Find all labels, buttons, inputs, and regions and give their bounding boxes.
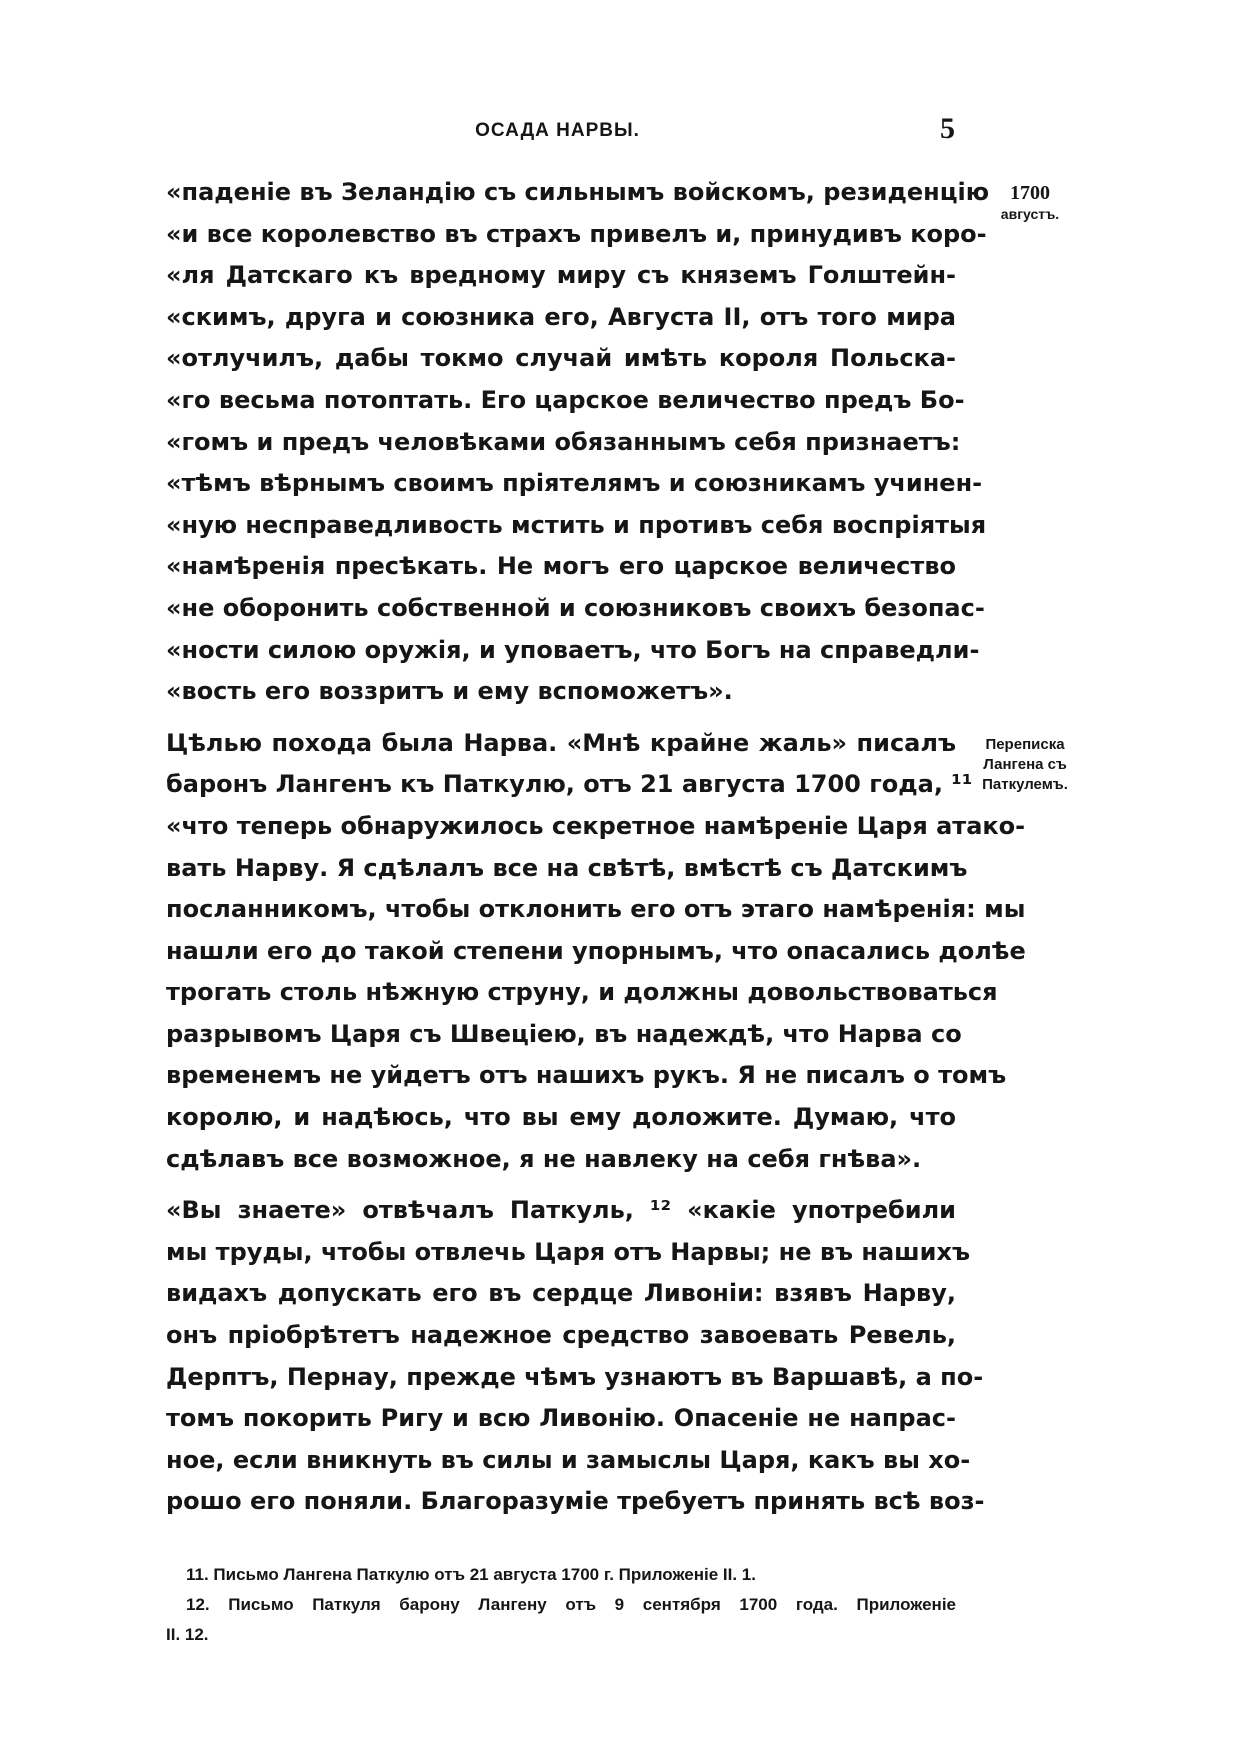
- text-line: Дерптъ, Пернау, прежде чѣмъ узнаютъ въ Варшавѣ, а по-: [166, 1362, 984, 1391]
- text-line: «паденіе въ Зеландію съ сильнымъ войскомъ, резиденцію: [166, 178, 990, 206]
- text-line: Цѣлью похода была Нарва. «Мнѣ крайне жаль» писалъ: [166, 728, 956, 757]
- footnote-continuation: II. 12.: [166, 1625, 209, 1644]
- margin-note-date: [985, 181, 1075, 223]
- text-line: сдѣлавъ все возможное, я не навлеку на себя гнѣва».: [166, 1144, 922, 1173]
- text-line: временемъ не уйдетъ отъ нашихъ рукъ. Я не писалъ о томъ: [166, 1061, 1007, 1090]
- text-line: ное, если вникнуть въ силы и замыслы Царя, какъ вы хо-: [166, 1445, 971, 1474]
- text-line: «не оборонить собственной и союзниковъ своихъ безопас-: [166, 593, 985, 622]
- running-head: [160, 112, 955, 146]
- text-line: «тѣмъ вѣрнымъ своимъ пріятелямъ и союзникамъ учинен-: [166, 469, 983, 498]
- margin-note-line: Лангена съ: [983, 756, 1067, 773]
- margin-note-line: Переписка: [985, 736, 1065, 753]
- margin-note-correspondence: [966, 735, 1084, 795]
- text-line: «гомъ и предъ человѣками обязаннымъ себя признаетъ:: [166, 427, 961, 456]
- text-line: онъ пріобрѣтетъ надежное средство завоевать Ревель,: [166, 1321, 956, 1350]
- footnote: 11. Письмо Лангена Паткулю отъ 21 августа 1700 г. Приложеніе II. 1.: [186, 1565, 756, 1584]
- text-line: «Вы знаете» отвѣчалъ Паткуль, ¹² «какіе употребили: [166, 1196, 956, 1225]
- paragraph-gap: [166, 1180, 956, 1190]
- text-line: трогать столь нѣжную струну, и должны довольствоваться: [166, 978, 998, 1007]
- text-line: «го весьма потоптать. Его царское величество предъ Бо-: [166, 385, 965, 414]
- text-line: мы труды, чтобы отвлечь Царя отъ Нарвы; не въ нашихъ: [166, 1237, 970, 1266]
- text-line: «ля Датскаго къ вредному миру съ княземъ Голштейн-: [166, 261, 956, 290]
- text-line: нашли его до такой степени упорнымъ, что опасались долѣе: [166, 936, 1026, 965]
- text-line: «что теперь обнаружилось секретное намѣреніе Царя атако-: [166, 811, 1026, 840]
- text-line: «ную несправедливость мстить и противъ себя воспріятыя: [166, 510, 987, 539]
- text-line: «и все королевство въ страхъ привелъ и, принудивъ коро-: [166, 219, 987, 248]
- text-line: томъ покорить Ригу и всю Ливонію. Опасеніе не напрас-: [166, 1404, 956, 1433]
- text-line: королю, и надѣюсь, что вы ему доложите. Думаю, что: [166, 1103, 956, 1132]
- text-line: разрывомъ Царя съ Швеціею, въ надеждѣ, что Нарва со: [166, 1019, 962, 1048]
- margin-note-year: 1700: [1010, 182, 1050, 204]
- running-title: ОСАДА НАРВЫ.: [475, 120, 640, 141]
- text-line: посланникомъ, чтобы отклонить его отъ этаго намѣренія: мы: [166, 895, 1026, 924]
- text-line: рошо его поняли. Благоразуміе требуетъ принять всѣ воз-: [166, 1487, 985, 1516]
- text-line: «ности силою оружія, и уповаетъ, что Богъ на справедли-: [166, 635, 980, 664]
- text-line: «отлучилъ, дабы токмо случай имѣть короля Польска-: [166, 344, 956, 373]
- text-line: «намѣренія пресѣкать. Не могъ его царское величество: [166, 552, 956, 581]
- page-number: 5: [940, 112, 955, 145]
- text-line: баронъ Лангенъ къ Паткулю, отъ 21 августа 1700 года, ¹¹: [166, 770, 973, 799]
- margin-note-month: августъ.: [1000, 206, 1060, 222]
- paragraph-gap: [166, 713, 956, 723]
- text-line: вать Нарву. Я сдѣлалъ все на свѣтѣ, вмѣстѣ съ Датскимъ: [166, 853, 968, 882]
- paragraph-patkul-reply: [166, 1190, 985, 1523]
- paragraph-quote-continuation: [166, 172, 990, 713]
- text-line: видахъ допускать его въ сердце Ливоніи: взявъ Нарву,: [166, 1279, 956, 1308]
- text-line: «скимъ, друга и союзника его, Августа II, отъ того мира: [166, 302, 956, 331]
- text-line: «вость его воззритъ и ему вспоможетъ».: [166, 677, 733, 706]
- margin-note-line: Паткулемъ.: [982, 776, 1068, 793]
- footnotes: [166, 1560, 956, 1650]
- footnote: 12. Письмо Паткуля барону Лангену отъ 9 сентября 1700 года. Приложеніе: [186, 1595, 956, 1614]
